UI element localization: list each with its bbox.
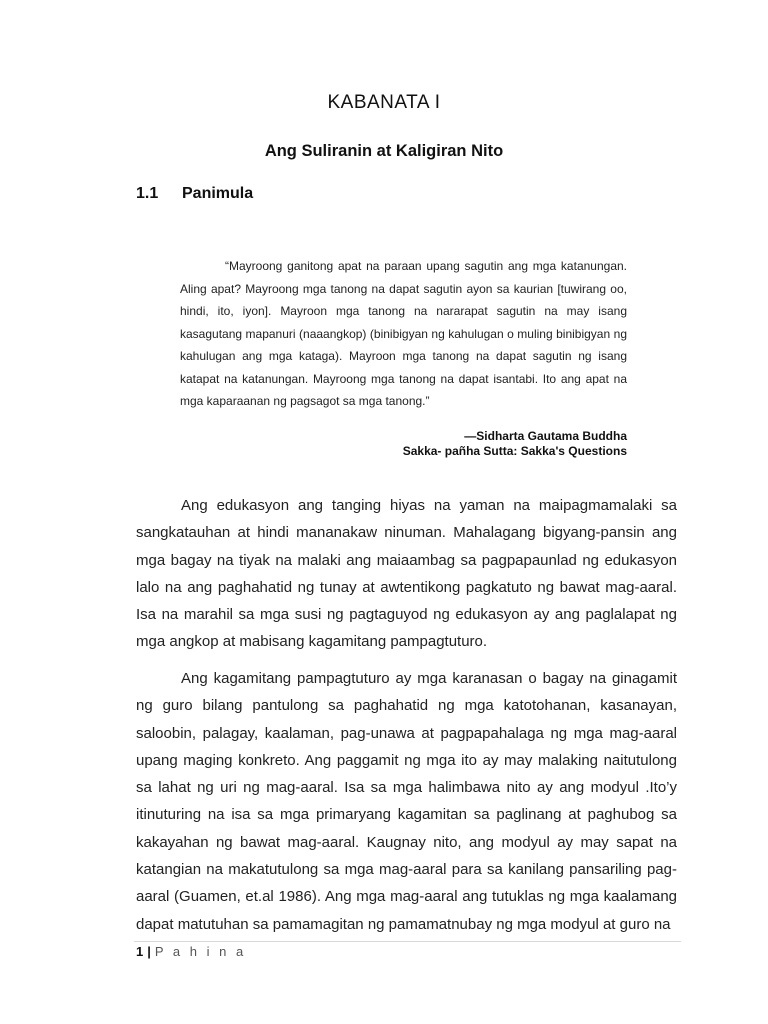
quote-author: —Sidharta Gautama Buddha (464, 429, 627, 443)
footer-divider (134, 941, 681, 942)
section-heading (136, 185, 253, 203)
epigraph-quote: “Mayroong ganitong apat na paraan upang sagutin ang mga katanungan. Aling apat? Mayroong mga tanong na dapat sagutin ayon sa kaurian [tuwirang oo, hindi, ito, iyon]. Mayroon mga tanong na nararapat sagutin na may isang kasagutang mapanuri (naaangkop) (binibigyan ng kahulugan o muling binibigyan ng kahulugan ang mga kataga). Mayroon mga tanong na dapat sagutin ng isang katapat na katanungan. Mayroong mga tanong na dapat isantabi. Ito ang apat na mga kaparaanan ng pagsagot sa mga tanong.” (180, 259, 627, 408)
quote-source: Sakka- pañha Sutta: Sakka's Questions (402, 444, 627, 458)
page-label: P a h i n a (154, 944, 247, 959)
chapter-title: KABANATA I (327, 92, 441, 113)
chapter-subtitle: Ang Suliranin at Kaligiran Nito (264, 142, 504, 160)
body-paragraph-2: Ang kagamitang pampagtuturo ay mga karanasan o bagay na ginagamit ng guro bilang pantulong sa paghahatid ng mga katotohanan, kasanayan, saloobin, palagay, kaalaman, pag-unawa at pagpapahalaga ng mga mag-aaral upang maging konkreto. Ang paggamit ng mga ito ay may malaking naitutulong sa lahat ng uri ng mag-aaral. Isa sa mga halimbawa nito ay ang modyul .Ito’y itinuturing na isa sa mga primaryang kagamitan sa paglinang at paghubog sa kakayahan ng bawat mag-aaral. Kaugnay nito, ang modyul ay may sapat na katangian na makatutulong sa mga mag-aaral para sa kanilang pansariling pag-aaral (Guamen, et.al 1986). Ang mga mag-aaral ang tutuklas ng mga kaalamang dapat matutuhan sa pamamagitan ng pamamatnubay ng mga modyul at guro na (136, 670, 677, 933)
quote-attribution (403, 429, 627, 459)
section-title: Panimula (182, 185, 254, 202)
page-number: 1 (136, 944, 144, 959)
section-number: 1.1 (136, 185, 159, 202)
page-footer (136, 944, 246, 959)
footer-separator: | (147, 944, 151, 959)
body-paragraph-1: Ang edukasyon ang tanging hiyas na yaman na maipagmamalaki sa sangkatauhan at hindi mananakaw ninuman. Mahalagang bigyang-pansin ang mga bagay na tiyak na malaki ang maiaambag sa pagpapaunlad ng edukasyon lalo na ang paghahatid ng tunay at awtentikong pagkatuto ng bawat mag-aaral. Isa na marahil sa mga susi ng pagtaguyod ng edukasyon ay ang paglalapat ng mga angkop at mabisang kagamitang pampagtuturo. (136, 497, 677, 651)
